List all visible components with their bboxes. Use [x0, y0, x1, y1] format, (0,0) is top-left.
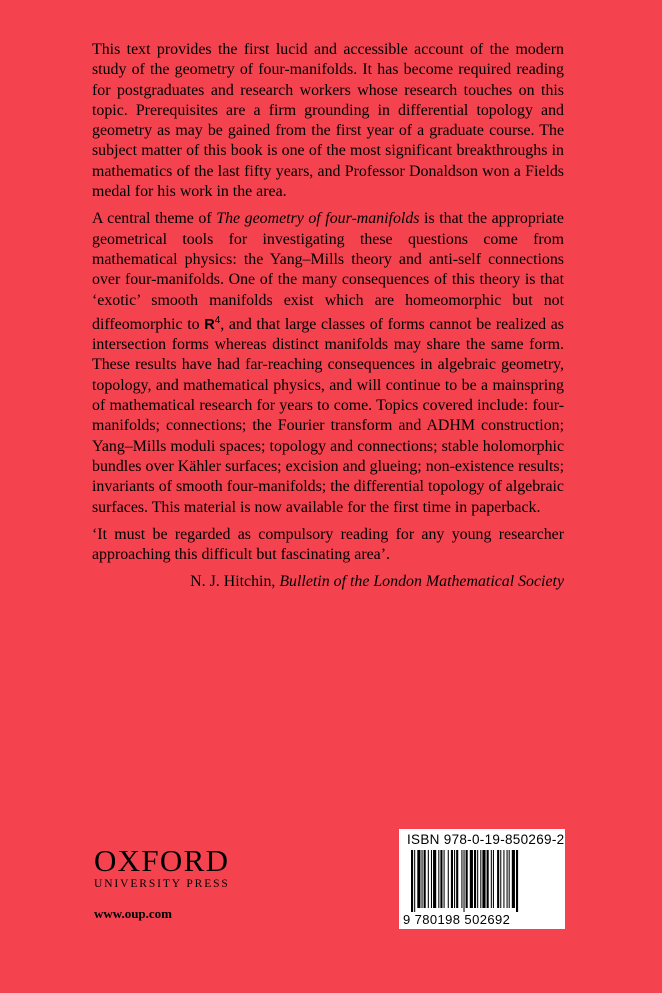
barcode-bar — [507, 850, 508, 908]
paragraph-2-part-2: , and that large classes of forms cannot be realized as intersection forms whereas distinct manifolds may share the same form. These results have had far-reaching consequences in algebraic geometry, topology, and mathematical physics, and will continue to be a mainspring of mathematical research for years to come. Topics covered include: four-manifolds; connections; the Fourier transform and ADHM construction; Yang–Mills moduli spaces; topology and connections; stable holomorphic bundles over Kähler surfaces; excision and glueing; non-existence results; invariants of smooth four-manifolds; the differential topology of algebraic surfaces. This material is now available for the first time in paperback. — [92, 315, 564, 516]
paragraph-2-part-1: is that the appropriate geometrical tools for investigating these questions come from mathematical physics: the Yang–Mills theory and anti-self connections over four-manifolds. One of the many consequences of this theory is that ‘exotic’ smooth manifolds exist which are homeomorphic but not diffeomorphic to — [92, 210, 564, 333]
barcode-bar — [424, 850, 426, 908]
r-exponent: 4 — [214, 314, 221, 326]
barcode-bar — [438, 850, 439, 908]
review-quote: ‘It must be regarded as compulsory reading for any young researcher approaching this difficult but fascinating area’. — [92, 525, 564, 564]
barcode-bar — [411, 850, 413, 912]
barcode-bar — [487, 850, 489, 908]
barcode-panel — [399, 829, 565, 929]
barcode-bar — [482, 850, 485, 908]
barcode-bar — [461, 850, 462, 908]
publisher-name: OXFORD — [94, 843, 230, 878]
r4-symbol — [204, 314, 221, 333]
publisher-url: www.oup.com — [94, 906, 173, 921]
r-symbol: R — [204, 316, 215, 333]
barcode-bar — [480, 850, 481, 908]
barcode-bar — [477, 850, 478, 908]
barcode-bar — [466, 850, 468, 908]
publisher-logo — [94, 843, 244, 890]
barcode-bar — [500, 850, 501, 908]
publisher-subtitle: UNIVERSITY PRESS — [94, 878, 230, 890]
barcode-bar — [451, 850, 453, 908]
barcode-bar — [470, 850, 473, 908]
review-source: Bulletin of the London Mathematical Society — [279, 573, 564, 591]
review-attribution — [92, 572, 564, 592]
description-paragraph-1: This text provides the first lucid and accessible account of the modern study of the geometry of four-manifolds. It has become required reading for postgraduates and research workers whose research touches on this topic. Prerequisites are a firm grounding in differential topology and geometry as may be gained from the first year of a graduate course. The subject matter of this book is one of the most significant breakthroughs in mathematics of the last fifty years, and Professor Donaldson won a Fields medal for his work in the area. — [92, 41, 564, 201]
barcode-bar — [454, 850, 455, 908]
barcode-bar — [512, 850, 515, 908]
barcode-bar — [417, 850, 420, 908]
barcode-bar — [431, 850, 432, 908]
book-title: The geometry of four-manifolds — [216, 210, 420, 228]
barcode-bar — [422, 850, 423, 908]
description-block — [92, 40, 564, 600]
paragraph-2-intro: A central theme of — [92, 210, 212, 228]
barcode-bar — [474, 850, 476, 908]
barcode-bar — [491, 850, 492, 908]
barcode-bar — [503, 850, 504, 908]
barcode-bar — [414, 850, 415, 912]
barcode-bar — [444, 850, 445, 908]
barcode-bar — [440, 850, 442, 908]
barcode-bar — [448, 850, 449, 908]
isbn-label: ISBN 978-0-19-850269-2 — [407, 832, 565, 847]
barcode-bar — [497, 850, 499, 908]
barcode-bar — [456, 850, 458, 908]
barcode-digits: 9 780198 502692 — [403, 912, 511, 927]
barcode-bar — [516, 850, 518, 912]
barcode-bar — [493, 850, 494, 908]
review-author: N. J. Hitchin, — [190, 573, 276, 591]
barcode-bar — [428, 850, 429, 908]
barcode-bar — [433, 850, 436, 908]
barcode-bar — [509, 850, 510, 908]
description-paragraph-2 — [92, 209, 564, 517]
barcode-bar — [464, 850, 465, 912]
barcode-bars — [405, 850, 559, 912]
